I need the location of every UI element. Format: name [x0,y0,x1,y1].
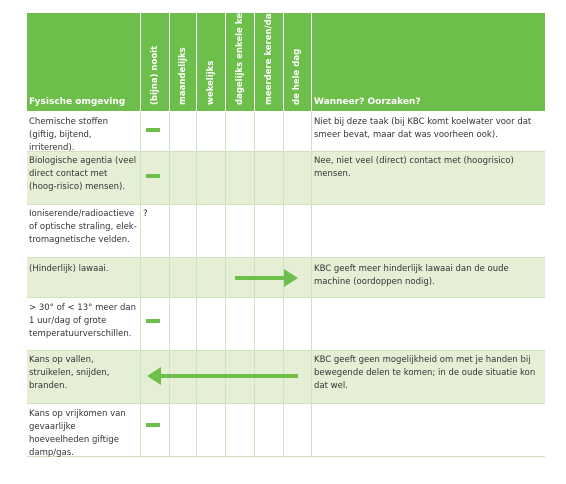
dash-mark [146,423,160,427]
row-label: Kans op vrijkomen van gevaarlijke hoeveelheden giftige damp/gas. [29,409,126,458]
row-divider [27,350,545,351]
question-mark: ? [143,209,148,219]
risk-table [27,3,545,458]
header-bijna-nooit: (bijna) nooit [149,45,160,105]
header-divider [196,13,197,111]
row-label: Chemische stoffen (giftig, bijtend, irriterend). [29,117,109,153]
grid-line [196,111,197,457]
row-comment: Nee, niet veel (direct) contact met (hoogrisico) mensen. [314,156,514,179]
row-label: > 30° of < 13° meer dan 1 uur/dag of grote temperatuurverschillen. [29,303,137,339]
arrow-head [284,269,298,287]
row-comment: KBC geeft geen mogelijkheid om met je handen bij bewegende delen te komen; in de oude situatie kon dat wel. [314,355,536,391]
row-label: Kans op vallen, struikelen, snijden, branden. [29,355,110,391]
dash-mark [146,128,160,132]
arrow-head [147,367,161,385]
row-divider [27,204,545,205]
dash-mark [146,174,160,178]
grid-line [311,111,312,457]
header-wekelijks: wekelijks [205,60,216,105]
header-divider [311,13,312,111]
table-header [27,3,545,111]
header-divider [254,13,255,111]
arrow-shaft [235,276,285,280]
header-col-3 [196,13,225,111]
header-fysische-omgeving: Fysische omgeving [29,97,126,107]
grid-line [169,111,170,457]
header-col-2 [169,13,196,111]
row-divider [27,403,545,404]
arrow-shaft [160,374,298,378]
header-col-6 [283,13,311,111]
header-col-1 [140,13,169,111]
header-maandelijks: maandelijks [177,47,188,105]
row-comment: Niet bij deze taak (bij KBC komt koelwater voor dat smeer bevat, maar dat was voorheen ook). [314,117,532,140]
header-col-4 [225,3,254,111]
arrow-left-icon [147,365,299,387]
dash-mark [146,319,160,323]
header-dagelijks-enkele-keer: dagelijks enkele keer [234,3,245,105]
grid-line [140,111,141,457]
row-label: Biologische agentia (veel direct contact met (hoog-risico) mensen). [29,156,137,192]
arrow-right-icon [235,267,299,289]
header-wanneer-oorzaken: Wanneer? Oorzaken? [314,97,421,107]
header-divider [283,13,284,111]
row-comment: KBC geeft meer hinderlijk lawaai dan de oude machine (oordoppen nodig). [314,264,509,287]
row-divider [27,297,545,298]
header-divider [169,13,170,111]
row-divider [27,257,545,258]
grid-line [225,111,226,457]
header-meerdere-keren-dag: meerdere keren/dag [263,7,274,105]
header-de-hele-dag: de hele dag [292,48,302,105]
row-label: Ioniserende/radioactieve of optische straling, elek-tromagnetische velden. [29,209,137,245]
row-label: (Hinderlijk) lawaai. [29,264,109,274]
header-divider [140,13,141,111]
header-col-5 [254,7,283,111]
header-divider [225,13,226,111]
